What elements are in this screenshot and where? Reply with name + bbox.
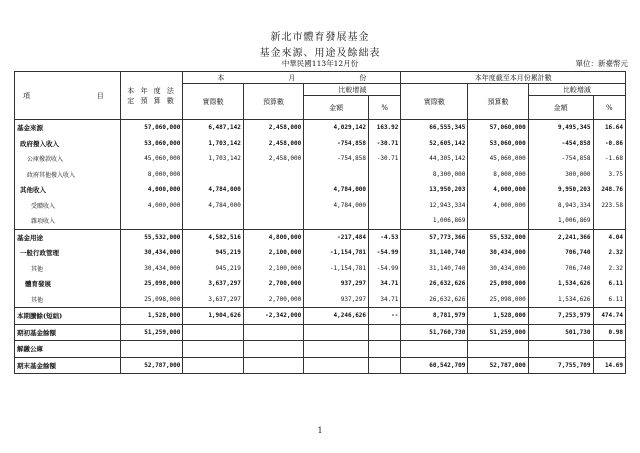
row-value: 937,297 <box>304 276 369 292</box>
row-value: 25,098,000 <box>120 292 183 308</box>
row-value <box>468 341 528 358</box>
row-value: 2,241,366 <box>528 229 593 245</box>
row-label: 解繳公庫 <box>15 341 121 358</box>
row-value: 30,434,000 <box>468 245 528 261</box>
row-value: 1,703,142 <box>183 151 243 167</box>
row-label: 雜項收入 <box>15 213 121 229</box>
page-number: 1 <box>317 426 323 435</box>
month-group-char-3: 份 <box>359 73 367 82</box>
row-value: 52,605,142 <box>401 136 468 152</box>
row-value: 55,532,000 <box>120 229 183 245</box>
row-value <box>243 357 303 374</box>
row-value: 8,000,000 <box>468 167 528 183</box>
table-row <box>15 292 626 308</box>
row-value: 248.76 <box>593 182 625 198</box>
row-label: 公庫撥款收入 <box>15 151 121 167</box>
row-value <box>401 341 468 358</box>
row-value: -754,858 <box>304 151 369 167</box>
row-value: -30.71 <box>369 151 401 167</box>
report-title: 新北市體育發展基金 <box>270 32 370 43</box>
row-value: 2,700,000 <box>243 292 303 308</box>
row-value: 1,904,626 <box>183 308 243 325</box>
row-value: 1,528,000 <box>468 308 528 325</box>
row-value: 706,740 <box>528 245 593 261</box>
row-value: 25,098,000 <box>468 292 528 308</box>
row-label: 其他 <box>15 292 121 308</box>
row-value: 52,787,000 <box>468 357 528 374</box>
row-value: 26,632,626 <box>401 292 468 308</box>
fund-statement-table <box>14 71 626 374</box>
row-value: 4,246,626 <box>304 308 369 325</box>
budget-header-line2: 定 預 算 數 <box>127 96 176 105</box>
month-compare-header: 比較增減 <box>304 84 401 96</box>
row-value: 3,637,297 <box>183 276 243 292</box>
row-value: 13,950,203 <box>401 182 468 198</box>
row-value: 14.69 <box>593 357 625 374</box>
row-value <box>528 341 593 358</box>
budget-header-line1: 本 年 度 法 <box>127 86 176 95</box>
row-value: 4,784,000 <box>183 182 243 198</box>
row-value <box>369 341 401 358</box>
row-label: 期末基金餘額 <box>15 357 121 374</box>
ytd-compare-header: 比較增減 <box>528 84 625 96</box>
row-value: -754,858 <box>528 151 593 167</box>
row-value: 44,305,142 <box>401 151 468 167</box>
row-value: -454,858 <box>528 136 593 152</box>
row-value: 8,943,334 <box>528 198 593 214</box>
row-value: 4,800,000 <box>243 229 303 245</box>
row-value: 4,582,516 <box>183 229 243 245</box>
row-label: 基金來源 <box>15 120 121 136</box>
row-value: -754,858 <box>304 136 369 152</box>
row-value: 9,950,203 <box>528 182 593 198</box>
row-value: 30,434,000 <box>120 245 183 261</box>
row-value: 25,098,000 <box>120 276 183 292</box>
row-value: 4,784,000 <box>304 198 369 214</box>
row-value <box>243 324 303 341</box>
row-value: 57,060,000 <box>120 120 183 136</box>
row-label: 本期賸餘(短絀) <box>15 308 121 325</box>
row-value: 66,555,345 <box>401 120 468 136</box>
row-value: 31,140,740 <box>401 261 468 277</box>
row-value: 300,000 <box>528 167 593 183</box>
row-value: 9,495,345 <box>528 120 593 136</box>
row-value: 30,434,000 <box>120 261 183 277</box>
row-value: 4.04 <box>593 229 625 245</box>
row-value: -1.68 <box>593 151 625 167</box>
row-value <box>183 167 243 183</box>
row-value <box>243 341 303 358</box>
row-value: 30,434,000 <box>468 261 528 277</box>
budget-column-header <box>120 72 183 120</box>
row-value: 34.71 <box>369 292 401 308</box>
row-value: 3,637,297 <box>183 292 243 308</box>
month-percent-header: % <box>369 96 401 120</box>
row-value <box>243 213 303 229</box>
table-row <box>15 357 626 374</box>
statement-body <box>15 120 626 374</box>
row-value: 6.11 <box>593 276 625 292</box>
row-value: 8,000,000 <box>120 167 183 183</box>
row-value <box>369 324 401 341</box>
row-value: 0.98 <box>593 324 625 341</box>
table-row <box>15 308 626 325</box>
row-value: 4,000,000 <box>120 182 183 198</box>
row-value <box>183 324 243 341</box>
table-row <box>15 198 626 214</box>
row-value <box>183 213 243 229</box>
row-value <box>304 324 369 341</box>
row-value: 7,253,979 <box>528 308 593 325</box>
row-value: 4,000,000 <box>468 182 528 198</box>
row-value: -217,484 <box>304 229 369 245</box>
row-value: 57,060,000 <box>468 120 528 136</box>
row-value: 53,060,000 <box>120 136 183 152</box>
row-value: 16.64 <box>593 120 625 136</box>
row-value: 4,000,000 <box>468 198 528 214</box>
row-value: 501,730 <box>528 324 593 341</box>
row-value: 1,534,626 <box>528 292 593 308</box>
row-value <box>468 213 528 229</box>
row-value: 945,219 <box>183 245 243 261</box>
row-value: 34.71 <box>369 276 401 292</box>
row-value: 8,781,979 <box>401 308 468 325</box>
row-value: 57,773,366 <box>401 229 468 245</box>
row-value <box>243 167 303 183</box>
row-label: 期初基金餘額 <box>15 324 121 341</box>
row-value <box>369 182 401 198</box>
table-row <box>15 324 626 341</box>
row-value: 4,784,000 <box>304 182 369 198</box>
ytd-budget-header: 預算數 <box>468 84 528 120</box>
month-group-char-1: 本 <box>217 73 225 82</box>
report-subtitle: 基金來源、用途及餘絀表 <box>259 48 381 59</box>
row-value: 706,740 <box>528 261 593 277</box>
month-amount-header: 金額 <box>304 96 369 120</box>
row-value: 2,100,000 <box>243 245 303 261</box>
table-row <box>15 151 626 167</box>
currency-unit: 單位：新臺幣元 <box>575 59 628 68</box>
item-header-right: 目 <box>96 91 104 100</box>
row-value: 12,943,334 <box>401 198 468 214</box>
row-value <box>120 213 183 229</box>
month-actual-header: 實際數 <box>183 84 243 120</box>
row-value: -54.99 <box>369 261 401 277</box>
row-value: 6,487,142 <box>183 120 243 136</box>
table-row <box>15 276 626 292</box>
row-value <box>369 357 401 374</box>
table-row <box>15 261 626 277</box>
row-value: 25,098,000 <box>468 276 528 292</box>
row-value: -54.99 <box>369 245 401 261</box>
row-value <box>243 182 303 198</box>
row-value: 3.75 <box>593 167 625 183</box>
row-value <box>304 341 369 358</box>
table-row <box>15 213 626 229</box>
row-value <box>369 198 401 214</box>
month-group-char-2: 月 <box>288 73 296 82</box>
row-label: 體育發展 <box>15 276 121 292</box>
row-value <box>183 357 243 374</box>
row-value: 163.92 <box>369 120 401 136</box>
row-value: 51,259,000 <box>468 324 528 341</box>
row-value: 945,219 <box>183 261 243 277</box>
row-value <box>304 213 369 229</box>
item-column-header <box>15 72 121 120</box>
month-group-header <box>183 72 401 84</box>
table-row <box>15 245 626 261</box>
row-value: 2,700,000 <box>243 276 303 292</box>
row-value: 26,632,626 <box>401 276 468 292</box>
row-value: 4,000,000 <box>120 198 183 214</box>
row-value <box>120 341 183 358</box>
ytd-percent-header: % <box>593 96 625 120</box>
row-value: 474.74 <box>593 308 625 325</box>
row-value: 1,006,869 <box>401 213 468 229</box>
row-value: 2.32 <box>593 261 625 277</box>
row-value: -1,154,781 <box>304 261 369 277</box>
row-value: 1,703,142 <box>183 136 243 152</box>
row-value: 45,060,000 <box>120 151 183 167</box>
row-value: 2,458,000 <box>243 151 303 167</box>
row-value: 2,100,000 <box>243 261 303 277</box>
row-value <box>593 341 625 358</box>
ytd-actual-header: 實際數 <box>401 84 468 120</box>
ytd-amount-header: 金額 <box>528 96 593 120</box>
row-value: 31,140,740 <box>401 245 468 261</box>
row-value: -- <box>369 308 401 325</box>
row-value: -2,342,000 <box>243 308 303 325</box>
row-value: 1,534,626 <box>528 276 593 292</box>
row-value: 2,458,000 <box>243 136 303 152</box>
row-value: 53,060,000 <box>468 136 528 152</box>
row-value: -0.86 <box>593 136 625 152</box>
row-value: -1,154,781 <box>304 245 369 261</box>
row-label: 其他 <box>15 261 121 277</box>
row-value <box>304 167 369 183</box>
item-header-left: 項 <box>23 91 30 100</box>
row-value <box>593 213 625 229</box>
row-value: 223.58 <box>593 198 625 214</box>
row-value: 4,784,000 <box>183 198 243 214</box>
row-value: -30.71 <box>369 136 401 152</box>
row-label: 一般行政管理 <box>15 245 121 261</box>
row-value: 8,300,000 <box>401 167 468 183</box>
row-value: 937,297 <box>304 292 369 308</box>
table-row <box>15 182 626 198</box>
row-value: 7,755,709 <box>528 357 593 374</box>
ytd-group-header: 本年度截至本月份累計數 <box>401 72 626 84</box>
row-value <box>304 357 369 374</box>
row-value: 55,532,000 <box>468 229 528 245</box>
row-value: 6.11 <box>593 292 625 308</box>
row-value <box>369 213 401 229</box>
row-label: 政府其他撥入收入 <box>15 167 121 183</box>
report-period: 中華民國113年12月份 <box>281 59 359 68</box>
month-budget-header: 預算數 <box>243 84 303 120</box>
row-value: 45,060,000 <box>468 151 528 167</box>
row-label: 基金用途 <box>15 229 121 245</box>
row-value: 2,458,000 <box>243 120 303 136</box>
row-value <box>243 198 303 214</box>
table-row <box>15 120 626 136</box>
row-value: 52,787,000 <box>120 357 183 374</box>
table-row <box>15 136 626 152</box>
row-value: -4.53 <box>369 229 401 245</box>
row-label: 受贈收入 <box>15 198 121 214</box>
row-label: 其他收入 <box>15 182 121 198</box>
row-value: 4,029,142 <box>304 120 369 136</box>
table-row <box>15 167 626 183</box>
row-value: 1,528,000 <box>120 308 183 325</box>
row-value: 51,760,730 <box>401 324 468 341</box>
table-row <box>15 229 626 245</box>
row-value <box>183 341 243 358</box>
row-label: 政府撥入收入 <box>15 136 121 152</box>
row-value: 1,006,869 <box>528 213 593 229</box>
row-value: 2.32 <box>593 245 625 261</box>
row-value <box>369 167 401 183</box>
row-value: 51,259,000 <box>120 324 183 341</box>
row-value: 60,542,709 <box>401 357 468 374</box>
table-row <box>15 341 626 358</box>
